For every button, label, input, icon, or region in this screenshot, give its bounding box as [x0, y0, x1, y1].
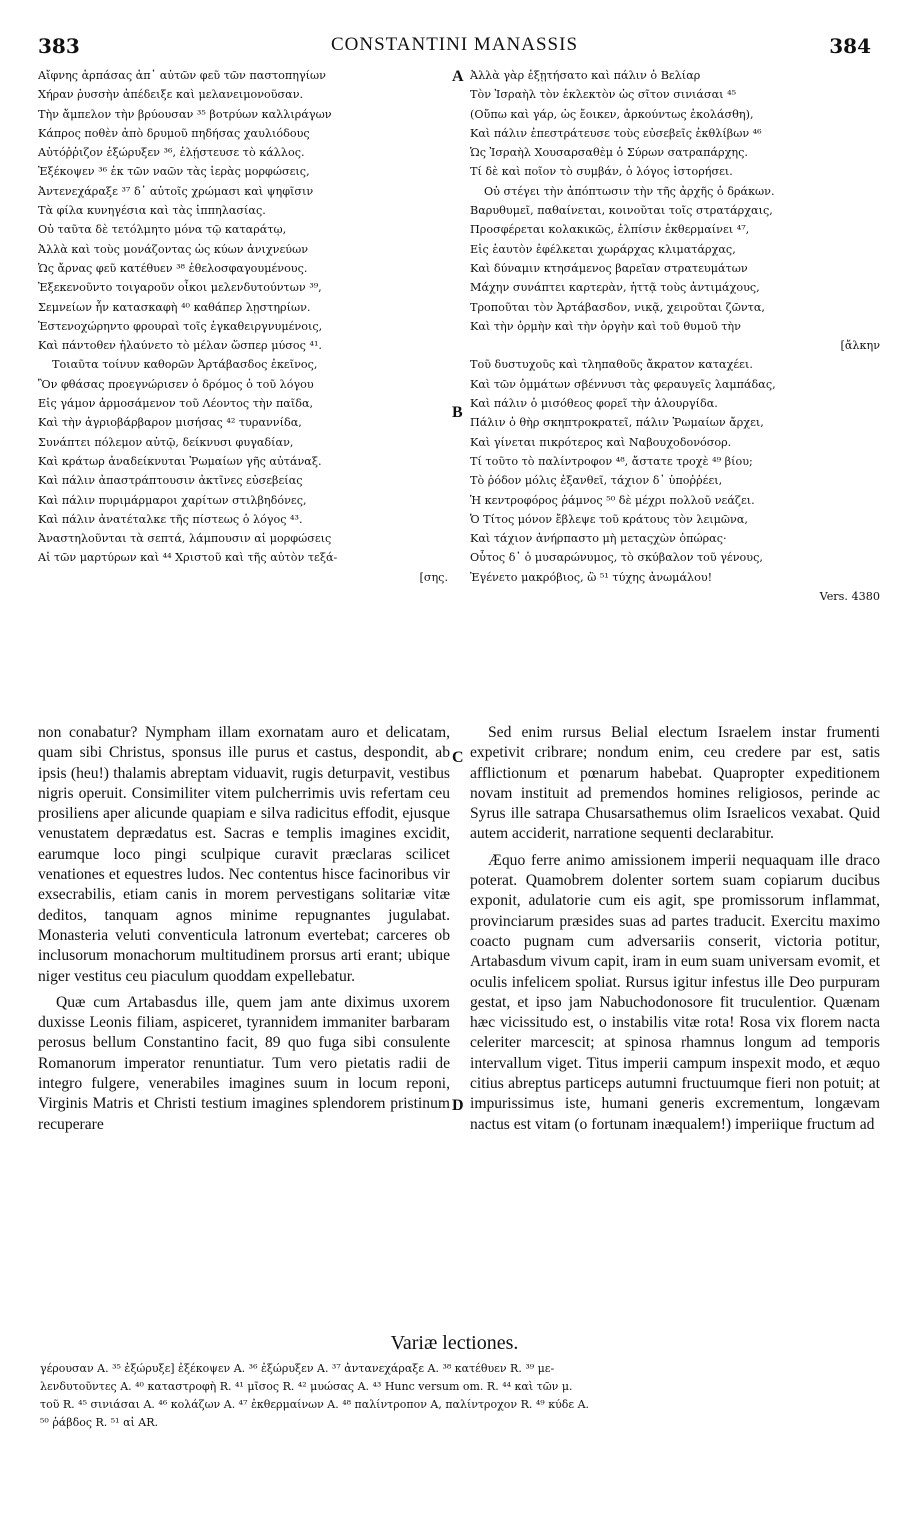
- verse-line: Καὶ δύναμιν κτησάμενος βαρεῖαν στρατευμάτων: [470, 261, 748, 275]
- verse-line: Ὁ Τίτος μόνον ἔβλεψε τοῦ κράτους τὸν λειμῶνα,: [470, 512, 748, 526]
- verse-line: Ὃν φθάσας προεγνώρισεν ὁ δρόμος ὁ τοῦ λόγου: [38, 377, 314, 391]
- verse-line: (Οὔπω καὶ γάρ, ὡς ἔοικεν, ἀρκούντως ἐκολάσθη),: [470, 107, 754, 121]
- verse-line: Βαρυθυμεῖ, παθαίνεται, κοινοῦται τοῖς στρατάρχαις,: [470, 204, 773, 218]
- latin-paragraph: non conabatur? Nympham illam exornatam auro et delicatam, quam sibi Christus, sponsus ille purus et castus, despondit, ab ipsis (heu!) thalamis abreptam viduavit, rugis deturpavit, vestibus nigris operuit. Consimiliter vitem pulcherrimis uvis refertam ceu prosiliens aper alicunde quapiam e silva radicitus effodit, ejusque venustatem deprædatus est. Sacras e templis imagines excidit, earumque loco pingi sculpique curavit præclaras scilicet venationes et equestres ludos. Nec contentus hisce facinoribus vir exsecrabilis, etiam canis in morem pervestigans solitariæ vitæ deditos, tanquam agnos minime repugnantes jugulabat. Monasteria veluti conventicula latronum evertebat; carceres ob inclusorum monachorum multitudinem prorsus arti erant; ubique niger vestitus ceu piaculum quoddam expellebatur.: [38, 724, 450, 985]
- verse-line: Μάχην συνάπτει καρτερὰν, ἡττᾷ τοὺς ἀντιμάχους,: [470, 281, 760, 295]
- verse-line: Προσφέρεται κολακικῶς, ἐλπίσιν ἐκθερμαίνει ⁴⁷,: [470, 223, 750, 237]
- verse-line: Τὸ ῥόδον μόλις ἐξανθεῖ, τάχιον δ᾽ ὑποῤῥέει,: [470, 474, 723, 488]
- verse-line: Τί τοῦτο τὸ παλίντροφον ⁴⁸, ἄστατε τροχὲ ⁴⁹ βίου;: [470, 454, 753, 468]
- verse-line: Οὐ ταῦτα δὲ τετόλμητο μόνα τῷ καταράτῳ,: [38, 223, 287, 237]
- verse-line: Συνάπτει πόλεμον αὐτῷ, δείκνυσι φυγαδίαν,: [38, 435, 294, 449]
- verse-line: Καὶ τὴν ὁρμὴν καὶ τὴν ὀργὴν καὶ τοῦ θυμοῦ τὴν: [470, 319, 741, 333]
- variae-lectiones-notes: [40, 1360, 880, 1432]
- latin-paragraph: Quæ cum Artabasdus ille, quem jam ante diximus uxorem duxisse Leonis filiam, aspiceret, tyrannidem immaniter barbaram perosus bellum Constantino facit, 89 quo fuga sibi consulente Romanorum imperator renuntiatur. Tum vero pietatis radii de integro fulgere, venerabiles imagines suum in locum reponi, Virginis Matris et Christi testium imagines splendorem pristinum recuperare: [38, 993, 450, 1133]
- verse-line: Κάπρος ποθὲν ἀπὸ δρυμοῦ πηδήσας χαυλιόδους: [38, 126, 310, 140]
- verse-line: Τοῦ δυστυχοῦς καὶ τληπαθοῦς ἄκρατον καταχέει.: [470, 358, 753, 372]
- verse-line: Τί δὲ καὶ ποῖον τὸ συμβάν, ὁ λόγος ἱστορήσει.: [470, 165, 733, 179]
- verse-line: Εἰς γάμον ἁρμοσάμενον τοῦ Λέοντος τὴν παῖδα,: [38, 397, 314, 411]
- verse-line: Αὐτόῤῥιζον ἐξώρυξεν ³⁶, ἐλῄστευσε τὸ κάλλος.: [38, 146, 305, 160]
- greek-verse-right-column: [470, 66, 880, 606]
- verse-line: Ἀλλὰ γὰρ ἐξῃτήσατο καὶ πάλιν ὁ Βελίαρ: [470, 69, 701, 82]
- verse-line: Ἐστενοχώρηντο φρουραὶ τοῖς ἐγκαθειργνυμένοις,: [38, 319, 323, 333]
- latin-paragraph: Æquo ferre animo amissionem imperii nequaquam ille draco poterat. Quamobrem dolenter sortem suam copiarum ducibus exponit, adulatorie cum eis agit, spe promissorum inflammat, provinciarum præsides suas ad partes traducit. Exercitu maximo coacto pugnam cum adversariis conserit, victoria potitur, Artabasdum vivum capit, iram in eum suam universam evomit, et oculis infelicem spoliat. Rursus igitur infestus ille Deo purpuram gestat, et ipso jam Nabuchodonosore fit truculentior. Quænam hæc vicissitudo est, o instabilis vitæ rota! Rosa vix florem nacta celeriter marcescit; at spinosa rhamnus longum ad temporis intervallum viget. Titus imperii campum inspexit modo, et æquo citius abreptus particeps autumni fructuumque fieri non potuit; at impurissimus iste, humani generis excrementum, longævam nactus est vitam (o fortunam inæqualem!) imperiique fructum ad: [470, 851, 880, 1133]
- running-title: CONSTANTINI MANASSIS: [330, 34, 579, 55]
- verse-line: Καὶ πάλιν πυριμάρμαροι χαρίτων στιλβηδόνες,: [38, 493, 307, 507]
- verse-line: Τροποῦται τὸν Ἀρτάβασδον, νικᾷ, χειροῦται ζῶντα,: [470, 300, 765, 314]
- verse-line: Τὸν Ἰσραὴλ τὸν ἐκλεκτὸν ὡς σῖτον σινιάσαι ⁴⁵: [470, 88, 737, 102]
- verse-line: Χήραν ῥυσσὴν ἀπέδειξε καὶ μελανειμονοῦσαν.: [38, 88, 304, 102]
- margin-marker-d: D: [452, 1097, 464, 1114]
- latin-translation-left-column: [38, 723, 450, 1141]
- verse-line: Ἀλλὰ καὶ τοὺς μονάζοντας ὡς κύων ἀνιχνεύων: [38, 242, 308, 256]
- variant-note-line: γέρουσαν A. ³⁵ ἐξώρυξε] ἐξέκοψεν A. ³⁶ ἐξώρυξεν A. ³⁷ ἀντανεχάραξε A. ³⁸ κατέθυεν R. ³⁹ με-: [40, 1362, 555, 1375]
- verse-line: Ἀντενεχάραξε ³⁷ δ᾽ αὐτοῖς χρώμασι καὶ ψηφῖσιν: [38, 184, 314, 198]
- variant-note-line: λενδυτοῦντες A. ⁴⁰ καταστροφὴ R. ⁴¹ μῖσος R. ⁴² μυώσας A. ⁴³ Hunc versum om. R. ⁴⁴ καὶ τῶν μ.: [40, 1380, 573, 1393]
- page-number-right: 384: [829, 34, 871, 58]
- verse-line: Αἴφνης ἁρπάσας ἀπ᾽ αὐτῶν φεῦ τῶν παστοπηγίων: [38, 69, 326, 82]
- verse-line: Καὶ τῶν ὀμμάτων σβέννυσι τὰς φεραυγεῖς λαμπάδας,: [470, 377, 776, 391]
- verse-line: Αἱ τῶν μαρτύρων καὶ ⁴⁴ Χριστοῦ καὶ τῆς αὐτὸν τεξά-: [38, 551, 338, 565]
- verse-line: Καὶ πάλιν ἀπαστράπτουσιν ἀκτῖνες εὐσεβείας: [38, 474, 303, 488]
- verse-line: Καὶ πάλιν ἐπεστράτευσε τοὺς εὐσεβεῖς ἐκθλίβων ⁴⁶: [470, 126, 762, 140]
- verse-line: Ἐξεκενοῦντο τοιγαροῦν οἶκοι μελενδυτούντων ³⁹,: [38, 281, 322, 295]
- verse-line: Σεμνείων ἦν κατασκαφὴ ⁴⁰ καθάπερ λῃστηρίων.: [38, 300, 311, 314]
- verse-line: Τὰ φίλα κυνηγέσια καὶ τὰς ἱππηλασίας.: [38, 204, 266, 218]
- verse-line: Πάλιν ὁ θὴρ σκηπτροκρατεῖ, πάλιν Ῥωμαίων ἄρχει,: [470, 416, 764, 430]
- verse-line: Καὶ πάλιν ἀνατέταλκε τῆς πίστεως ὁ λόγος ⁴³.: [38, 512, 303, 526]
- latin-translation-right-column: [470, 723, 880, 1141]
- verse-line: Καὶ τάχιον ἀνήρπαστο μὴ μεταςχὼν ὀπώρας·: [470, 532, 727, 546]
- margin-marker-c: C: [452, 749, 464, 766]
- verse-line: Εἰς ἑαυτὸν ἐφέλκεται χωράρχας κλιματάρχας,: [470, 242, 736, 256]
- verse-line: Οὐ στέγει τὴν ἀπόπτωσιν τὴν τῆς ἀρχῆς ὁ δράκων.: [484, 184, 775, 198]
- page-header: [38, 34, 871, 64]
- verse-line: Τοιαῦτα τοίνυν καθορῶν Ἀρτάβασδος ἐκεῖνος,: [52, 358, 318, 372]
- verse-line: Τὴν ἄμπελον τὴν βρύουσαν ³⁵ βοτρύων καλλιράγων: [38, 107, 332, 121]
- margin-marker-b: B: [452, 404, 463, 421]
- verse-line: Ἀναστηλοῦνται τὰ σεπτά, λάμπουσιν αἱ μορφώσεις: [38, 532, 332, 546]
- verse-line: Οὗτος δ᾽ ὁ μυσαρώνυμος, τὸ σκύβαλον τοῦ γένους,: [470, 551, 763, 565]
- variant-note-line: τοῦ R. ⁴⁵ σινιάσαι A. ⁴⁶ κολάζων A. ⁴⁷ ἐκθερμαίνων A. ⁴⁸ παλίντροπον A, παλίντροχον R. ⁴⁹ κύδε A.: [40, 1398, 590, 1411]
- verse-line: Ἐγένετο μακρόβιος, ὢ ⁵¹ τύχης ἀνωμάλου!: [470, 570, 713, 584]
- variae-lectiones-heading: Variæ lectiones.: [390, 1332, 519, 1354]
- verse-line: Καὶ πάντοθεν ἠλαύνετο τὸ μέλαν ὥσπερ μύσος ⁴¹.: [38, 339, 322, 353]
- verse-line: Καὶ τὴν ἀγριοβάρβαρον μισήσας ⁴² τυραννίδα,: [38, 416, 302, 430]
- greek-verse-left-column: [38, 66, 448, 587]
- margin-marker-a: A: [452, 68, 464, 85]
- verse-line: Καὶ πάλιν ὁ μισόθεος φορεῖ τὴν ἁλουργίδα.: [470, 397, 718, 411]
- variant-note-line: ⁵⁰ ῥάβδος R. ⁵¹ αἱ AR.: [40, 1416, 159, 1429]
- verse-line: Ἐξέκοψεν ³⁶ ἐκ τῶν ναῶν τὰς ἱερὰς μορφώσεις,: [38, 165, 310, 179]
- verse-line: [ἄλκην: [840, 339, 880, 353]
- verse-line: Vers. 4380: [819, 590, 880, 604]
- verse-line: Ὡς ἄρνας φεῦ κατέθυεν ³⁸ ἐθελοσφαγουμένους.: [38, 261, 308, 275]
- verse-line: Καὶ κράτωρ ἀναδείκνυται Ῥωμαίων γῆς αὐτάναξ.: [38, 454, 322, 468]
- page-number-left: 383: [38, 34, 80, 58]
- verse-line: [σης.: [419, 570, 448, 584]
- latin-paragraph: Sed enim rursus Belial electum Israelem instar frumenti expetivit cribrare; nondum enim, ceu credere par est, satis afflictionum et pœnarum habebat. Quapropter expeditionem novam instituit ad premendos homines religiosos, perinde ac Syrus ille satrapa Chusarsathemus olim Israelicos vexabat. Quid autem acciderit, narratione sequenti declarabitur.: [470, 724, 880, 843]
- verse-line: Ὡς Ἰσραὴλ Χουσαρσαθὲμ ὁ Σύρων σατραπάρχης.: [470, 146, 748, 160]
- verse-line: Ἡ κεντροφόρος ῥάμνος ⁵⁰ δὲ μέχρι πολλοῦ νεάζει.: [470, 493, 755, 507]
- verse-line: Καὶ γίνεται πικρότερος καὶ Ναβουχοδονόσορ.: [470, 435, 732, 449]
